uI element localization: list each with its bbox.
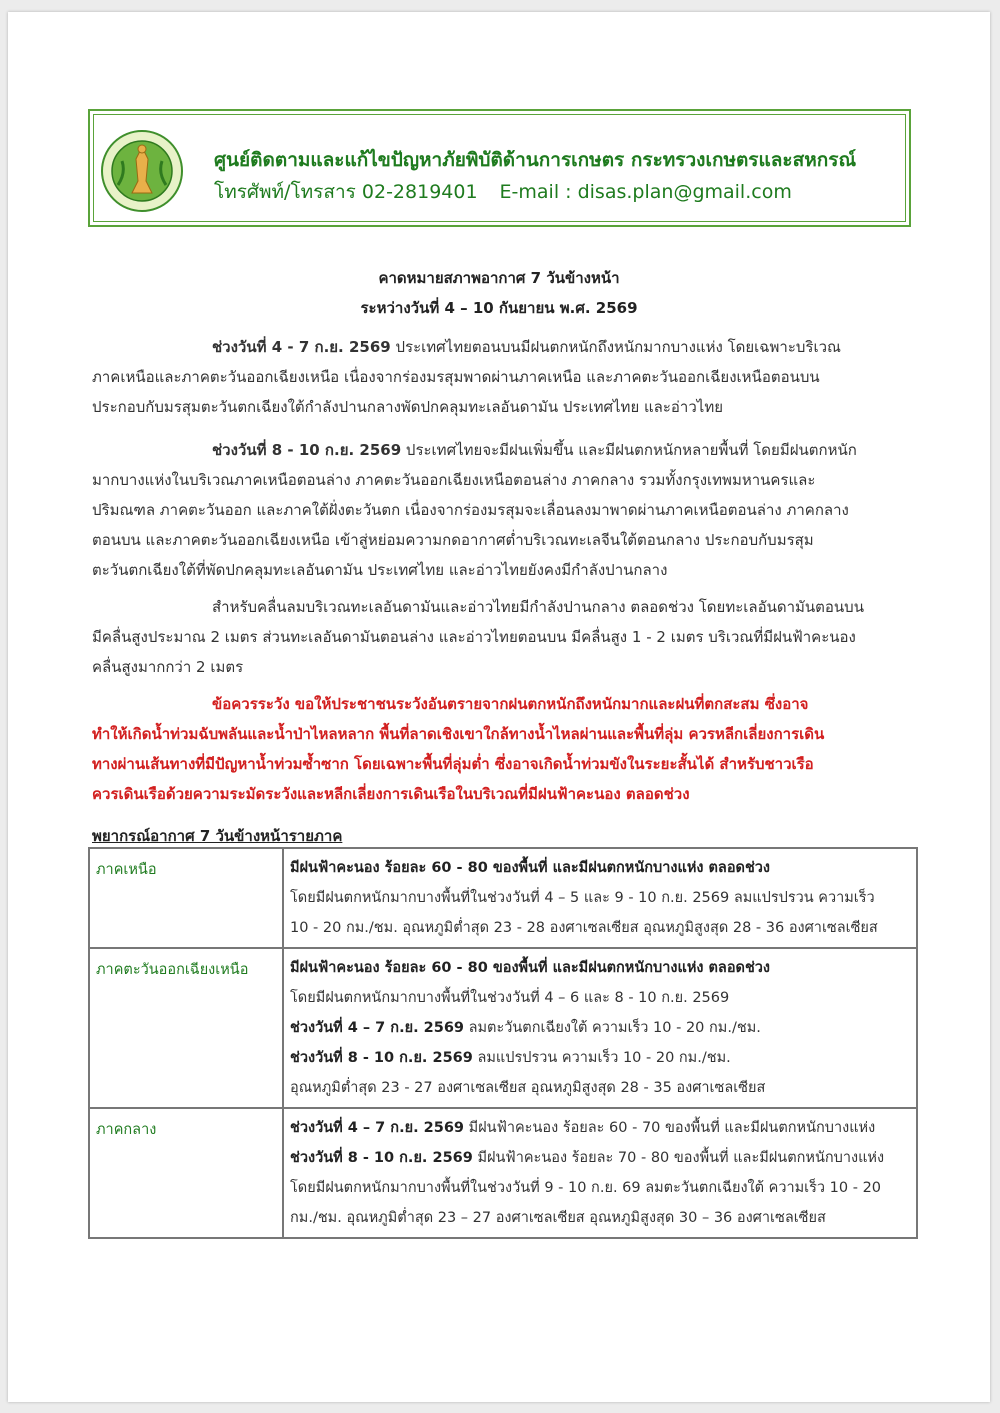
- northeast-line-4-lead: ช่วงวันที่ 8 - 10 ก.ย. 2569: [290, 1050, 473, 1066]
- region-detail-northeast: [283, 948, 917, 1108]
- phone-label: โทรศัพท์/โทรสาร 02-2819401: [214, 181, 478, 203]
- caution-line-3: ทางผ่านเส้นทางที่มีปัญหาน้ำท่วมซ้ำซาก โดยเฉพาะพื้นที่ลุ่มต่ำ ซึ่งอาจเกิดน้ำท่วมขังในระยะสั้นได้ สำหรับชาวเรือ: [92, 755, 814, 773]
- doc-title: คาดหมายสภาพอากาศ 7 วันข้างหน้า: [378, 269, 620, 287]
- central-line-3: โดยมีฝนตกหนักมากบางพื้นที่ในช่วงวันที่ 9 - 10 ก.ย. 69 ลมตะวันตกเฉียงใต้ ความเร็ว 10 - 20: [290, 1180, 882, 1196]
- region-detail-central: [283, 1108, 917, 1238]
- period-1-line-2: ภาคเหนือและภาคตะวันออกเฉียงเหนือ เนื่องจากร่องมรสุมพาดผ่านภาคเหนือ และภาคตะวันออกเฉียงเหนือตอนบน: [92, 368, 820, 386]
- central-line-2-lead: ช่วงวันที่ 8 - 10 ก.ย. 2569: [290, 1150, 473, 1166]
- central-line-1-lead: ช่วงวันที่ 4 – 7 ก.ย. 2569: [290, 1120, 464, 1136]
- org-name: ศูนย์ติดตามและแก้ไขปัญหาภัยพิบัติด้านการเกษตร กระทรวงเกษตรและสหกรณ์: [214, 149, 857, 171]
- caution-line-4: ควรเดินเรือด้วยความระมัดระวังและหลีกเลี่ยงการเดินเรือในบริเวณที่มีฝนฟ้าคะนอง ตลอดช่วง: [92, 785, 690, 803]
- caution-paragraph: [92, 689, 907, 809]
- region-name-central: ภาคกลาง: [89, 1108, 283, 1238]
- central-line-4: กม./ชม. อุณหภูมิต่ำสุด 23 – 27 องศาเซลเซียส อุณหภูมิสูงสุด 30 – 36 องศาเซลเซียส: [290, 1210, 826, 1226]
- header-inner-border: [93, 114, 906, 222]
- paragraph-period-1: [92, 332, 902, 422]
- regional-forecast-table: [88, 847, 918, 1239]
- period-2-lead: ช่วงวันที่ 8 - 10 ก.ย. 2569: [212, 441, 402, 459]
- doc-subtitle: ระหว่างวันที่ 4 – 10 กันยายน พ.ศ. 2569: [360, 299, 638, 317]
- region-name-north: ภาคเหนือ: [89, 848, 283, 948]
- period-1-line-1: ประเทศไทยตอนบนมีฝนตกหนักถึงหนักมากบางแห่ง โดยเฉพาะบริเวณ: [390, 338, 841, 356]
- northeast-line-3-lead: ช่วงวันที่ 4 – 7 ก.ย. 2569: [290, 1020, 464, 1036]
- central-line-1: มีฝนฟ้าคะนอง ร้อยละ 60 - 70 ของพื้นที่ และมีฝนตกหนักบางแห่ง: [464, 1120, 876, 1136]
- period-2-line-2: มากบางแห่งในบริเวณภาคเหนือตอนล่าง ภาคตะวันออกเฉียงเหนือตอนล่าง ภาคกลาง รวมทั้งกรุงเทพมหานครและ: [92, 471, 816, 489]
- table-row: [89, 948, 917, 1108]
- ministry-seal-icon: [100, 129, 184, 213]
- waves-line-2: มีคลื่นสูงประมาณ 2 เมตร ส่วนทะเลอันดามันตอนล่าง และอ่าวไทยตอนบน มีคลื่นสูง 1 - 2 เมตร บริเวณที่มีฝนฟ้าคะนอง: [92, 628, 856, 646]
- central-line-2: มีฝนฟ้าคะนอง ร้อยละ 70 - 80 ของพื้นที่ และมีฝนตกหนักบางแห่ง: [472, 1150, 885, 1166]
- table-row: [89, 848, 917, 948]
- northeast-line-4: ลมแปรปรวน ความเร็ว 10 - 20 กม./ชม.: [472, 1050, 731, 1066]
- north-line-2: โดยมีฝนตกหนักมากบางพื้นที่ในช่วงวันที่ 4 – 5 และ 9 - 10 ก.ย. 2569 ลมแปรปรวน ความเร็ว: [290, 890, 875, 906]
- northeast-line-2: โดยมีฝนตกหนักมากบางพื้นที่ในช่วงวันที่ 4 – 6 และ 8 - 10 ก.ย. 2569: [290, 990, 730, 1006]
- north-line-3: 10 - 20 กม./ชม. อุณหภูมิต่ำสุด 23 - 28 องศาเซลเซียส อุณหภูมิสูงสุด 28 - 36 องศาเซลเซียส: [290, 920, 878, 936]
- paragraph-period-2: [92, 435, 902, 585]
- period-1-line-3: ประกอบกับมรสุมตะวันตกเฉียงใต้กำลังปานกลางพัดปกคลุมทะเลอันดามัน ประเทศไทย และอ่าวไทย: [92, 398, 723, 416]
- region-detail-north: [283, 848, 917, 948]
- period-2-line-3: ปริมณฑล ภาคตะวันออก และภาคใต้ฝั่งตะวันตก เนื่องจากร่องมรสุมจะเลื่อนลงมาพาดผ่านภาคเหนือตอนล่าง ภาคกลาง: [92, 501, 849, 519]
- email-label[interactable]: E-mail : disas.plan@gmail.com: [499, 181, 792, 203]
- paragraph-waves: [92, 592, 902, 682]
- north-line-1: มีฝนฟ้าคะนอง ร้อยละ 60 - 80 ของพื้นที่ และมีฝนตกหนักบางแห่ง ตลอดช่วง: [290, 860, 771, 876]
- period-2-line-5: ตะวันตกเฉียงใต้ที่พัดปกคลุมทะเลอันดามัน ประเทศไทย และอ่าวไทยยังคงมีกำลังปานกลาง: [92, 561, 668, 579]
- period-2-line-4: ตอนบน และภาคตะวันออกเฉียงเหนือ เข้าสู่หย่อมความกดอากาศต่ำบริเวณทะเลจีนใต้ตอนกลาง ประกอบกับมรสุม: [92, 531, 814, 549]
- waves-line-1: สำหรับคลื่นลมบริเวณทะเลอันดามันและอ่าวไทยมีกำลังปานกลาง ตลอดช่วง โดยทะเลอันดามันตอนบน: [212, 598, 864, 616]
- northeast-line-5: อุณหภูมิต่ำสุด 23 - 27 องศาเซลเซียส อุณหภูมิสูงสุด 28 - 35 องศาเซลเซียส: [290, 1080, 766, 1096]
- table-row: [89, 1108, 917, 1238]
- northeast-line-1: มีฝนฟ้าคะนอง ร้อยละ 60 - 80 ของพื้นที่ และมีฝนตกหนักบางแห่ง ตลอดช่วง: [290, 960, 771, 976]
- northeast-line-3: ลมตะวันตกเฉียงใต้ ความเร็ว 10 - 20 กม./ชม.: [464, 1020, 761, 1036]
- caution-line-2: ทำให้เกิดน้ำท่วมฉับพลันและน้ำป่าไหลหลาก พื้นที่ลาดเชิงเขาใกล้ทางน้ำไหลผ่านและพื้นที่ลุ่ม ควรหลีกเลี่ยงการเดิน: [92, 725, 825, 743]
- region-name-northeast: ภาคตะวันออกเฉียงเหนือ: [89, 948, 283, 1108]
- document-page: [8, 12, 990, 1402]
- period-2-line-1: ประเทศไทยจะมีฝนเพิ่มขึ้น และมีฝนตกหนักหลายพื้นที่ โดยมีฝนตกหนัก: [401, 441, 857, 459]
- org-contact: [214, 177, 792, 207]
- period-1-lead: ช่วงวันที่ 4 - 7 ก.ย. 2569: [212, 338, 391, 356]
- waves-line-3: คลื่นสูงมากกว่า 2 เมตร: [92, 658, 244, 676]
- regional-section-title: พยากรณ์อากาศ 7 วันข้างหน้ารายภาค: [92, 827, 343, 845]
- caution-line-1: ข้อควรระวัง ขอให้ประชาชนระวังอันตรายจากฝนตกหนักถึงหนักมากและฝนที่ตกสะสม ซึ่งอาจ: [212, 695, 809, 713]
- header-box: [88, 109, 911, 227]
